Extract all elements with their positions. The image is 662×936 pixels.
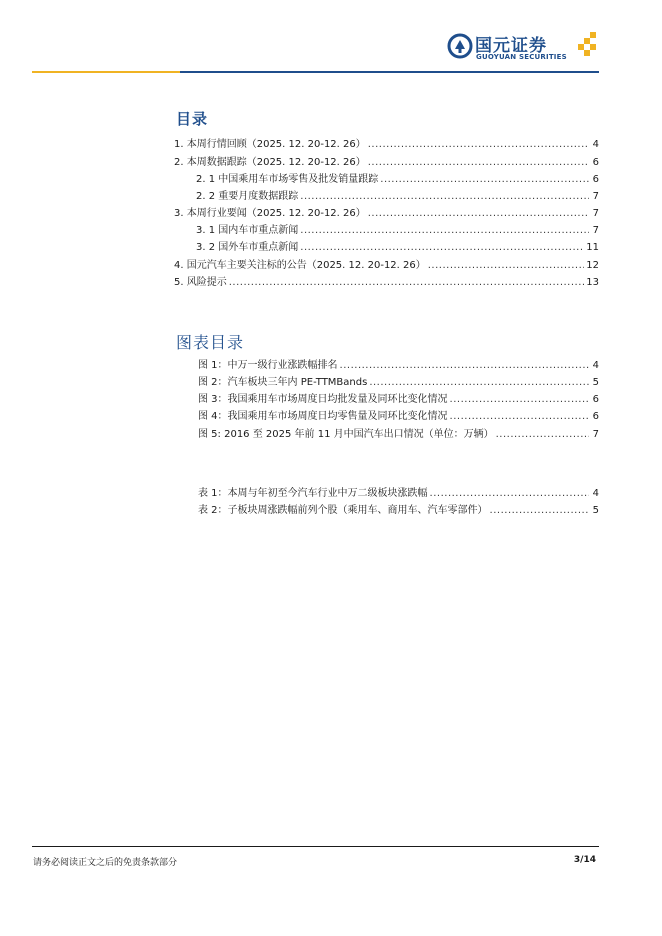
toc-leader [300, 223, 589, 239]
toc-subitem[interactable] [196, 223, 599, 239]
toc-item[interactable] [174, 275, 599, 291]
toc-item-page: 7 [592, 191, 599, 202]
toc-item[interactable] [174, 258, 599, 274]
figure-item-label: 图 5: 2016 至 2025 年前 11 月中国汽车出口情况（单位：万辆） [198, 429, 494, 440]
toc-subitem[interactable] [196, 189, 599, 205]
figure-list-item[interactable] [198, 358, 599, 374]
toc-leader [450, 409, 589, 425]
figure-item-label: 图 1：中万一级行业涨跌幅排名 [198, 360, 338, 371]
guoyuan-logo-icon [447, 32, 473, 62]
table-item-page: 4 [592, 488, 599, 499]
figure-list-item[interactable] [198, 409, 599, 425]
toc-item-page: 7 [592, 225, 599, 236]
figure-list-item[interactable] [198, 427, 599, 443]
figures-title: 图表目录 [176, 333, 245, 352]
toc-item-label: 2. 本周数据跟踪（2025. 12. 20-12. 26） [174, 157, 366, 168]
toc-item-page: 12 [586, 260, 599, 271]
logo-name-cn: 国元证券 [475, 36, 547, 56]
figure-item-label: 图 3：我国乘用车市场周度日均批发量及同环比变化情况 [198, 394, 448, 405]
table-item-label: 表 2：子板块周涨跌幅前列个股（乘用车、商用车、汽车零部件） [198, 505, 488, 516]
toc-item-page: 13 [586, 277, 599, 288]
toc-leader [229, 275, 585, 291]
toc-item-label: 1. 本周行情回顾（2025. 12. 20-12. 26） [174, 139, 366, 150]
footer-page-number: 3/14 [573, 855, 596, 865]
figure-item-page: 4 [592, 360, 599, 371]
toc-item-label: 5. 风险提示 [174, 277, 227, 288]
toc-leader [369, 375, 589, 391]
figure-list-item[interactable] [198, 392, 599, 408]
toc-leader [430, 486, 589, 502]
toc-leader [368, 155, 589, 171]
toc-item[interactable] [174, 206, 599, 222]
toc-item-label: 4. 国元汽车主要关注标的公告（2025. 12. 20-12. 26） [174, 260, 426, 271]
logo-name-en: GUOYUAN SECURITIES [476, 53, 567, 61]
toc-item-label: 3. 1 国内车市重点新闻 [196, 225, 299, 236]
logo-mark-icon [578, 32, 600, 58]
footer-divider [32, 846, 599, 847]
toc-subitem[interactable] [196, 240, 599, 256]
figure-item-page: 7 [592, 429, 599, 440]
toc-item[interactable] [174, 137, 599, 153]
table-list-item[interactable] [198, 503, 599, 519]
toc-leader [368, 206, 589, 222]
toc-leader [496, 427, 589, 443]
figure-item-label: 图 2：汽车板块三年内 PE-TTMBands [198, 377, 368, 388]
toc-item-label: 2. 1 中国乘用车市场零售及批发销量跟踪 [196, 174, 379, 185]
toc-leader [340, 358, 589, 374]
figure-item-page: 6 [592, 411, 599, 422]
toc-item-page: 4 [592, 139, 599, 150]
figure-list-item[interactable] [198, 375, 599, 391]
toc-item-page: 6 [592, 174, 599, 185]
toc-item-page: 7 [592, 208, 599, 219]
table-item-page: 5 [592, 505, 599, 516]
toc-leader [368, 137, 589, 153]
toc-title: 目录 [176, 110, 209, 128]
table-item-label: 表 1：本周与年初至今汽车行业中万二级板块涨跌幅 [198, 488, 428, 499]
toc-item-label: 3. 本周行业要闻（2025. 12. 20-12. 26） [174, 208, 366, 219]
company-logo [447, 30, 602, 66]
toc-subitem[interactable] [196, 172, 599, 188]
figure-item-page: 6 [592, 394, 599, 405]
toc-item-label: 3. 2 国外车市重点新闻 [196, 242, 299, 253]
toc-leader [450, 392, 589, 408]
toc-item[interactable] [174, 155, 599, 171]
toc-leader [490, 503, 589, 519]
toc-item-label: 2. 2 重要月度数据跟踪 [196, 191, 299, 202]
figure-item-label: 图 4：我国乘用车市场周度日均零售量及同环比变化情况 [198, 411, 448, 422]
header-accent-bar [32, 71, 180, 73]
table-list-item[interactable] [198, 486, 599, 502]
figure-item-page: 5 [592, 377, 599, 388]
footer-disclaimer: 请务必阅读正文之后的免责条款部分 [33, 858, 178, 868]
toc-leader [300, 240, 584, 256]
toc-item-page: 6 [592, 157, 599, 168]
toc-leader [428, 258, 585, 274]
toc-leader [380, 172, 589, 188]
toc-leader [300, 189, 589, 205]
toc-item-page: 11 [586, 242, 599, 253]
